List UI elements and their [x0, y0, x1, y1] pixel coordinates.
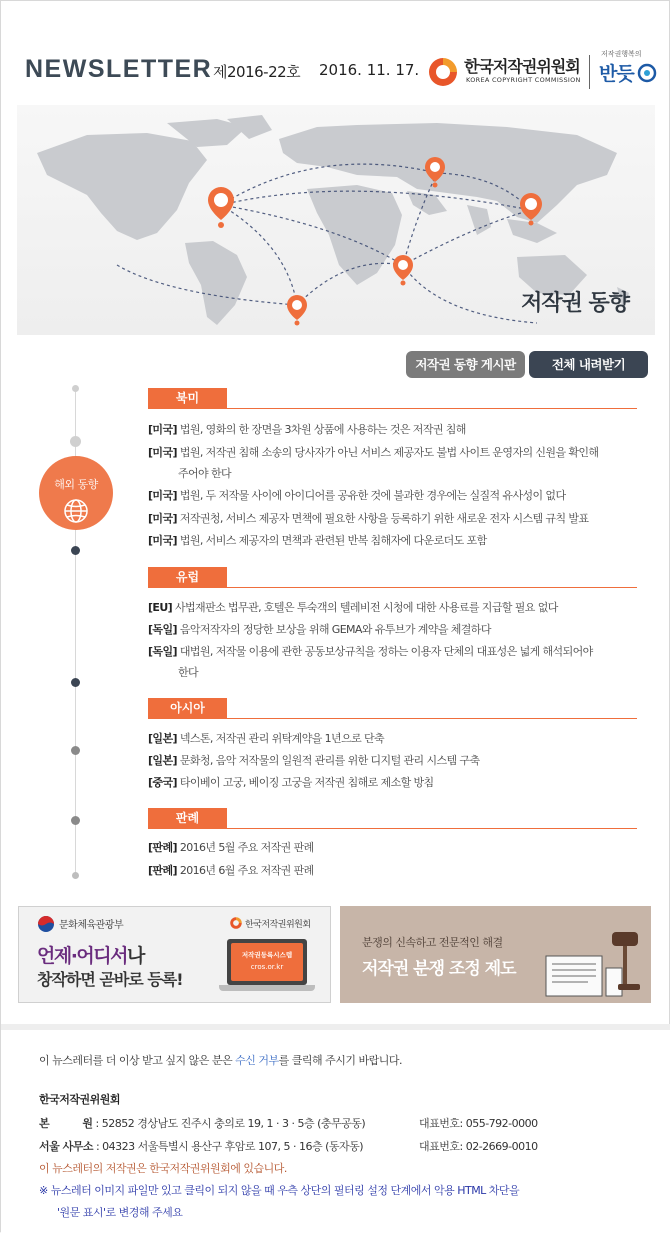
news-tag: [일본]: [148, 732, 177, 745]
ministry-name: 문화체육관광부: [59, 920, 124, 931]
timeline-dot: [72, 872, 79, 879]
timeline-dot: [71, 816, 80, 825]
display-notice: ※ 뉴스레터 이미지 파일만 있고 클릭이 되지 않을 때 우측 상단의 필터링 설정 단계에서 악용 HTML 차단을: [39, 1184, 520, 1197]
unsubscribe-text: 이 뉴스레터를 더 이상 받고 싶지 않은 분은: [39, 1054, 236, 1067]
news-item[interactable]: [148, 641, 593, 683]
timeline-dot: [72, 385, 79, 392]
news-text: 법원, 저작권 침해 소송의 당사자가 아닌 서비스 제공자도 불법 사이트 운영자의 신원을 확인해: [176, 446, 599, 459]
org-name: 한국저작권위원회: [464, 57, 580, 76]
seoul-address: [39, 1138, 363, 1154]
footer: [1, 1024, 670, 1233]
seoul-label: 서울 사무소: [39, 1140, 93, 1153]
banner-headline-2: 창작하면 곧바로 등록!: [37, 970, 183, 989]
section-europe-header: [148, 567, 637, 588]
news-tag: [미국]: [148, 534, 177, 547]
banner-org-name: 한국저작권위원회: [245, 920, 311, 930]
map-pin-icon: [208, 187, 234, 228]
banner-headline-1: [37, 941, 144, 968]
timeline-dot: [71, 746, 80, 755]
hq-phone: 대표번호: 055-792-0000: [419, 1117, 538, 1130]
hero-title: 저작권 동향: [521, 291, 629, 316]
timeline-dot: [71, 678, 80, 687]
unsubscribe-notice: [39, 1052, 402, 1068]
laptop-icon: [219, 939, 315, 993]
seoul-phone: 대표번호: 02-2669-0010: [419, 1140, 538, 1153]
news-item[interactable]: [148, 419, 466, 440]
news-text: 법원, 두 저작물 사이에 아이디어를 공유한 것에 불과한 경우에는 실질적 유사성이 없다: [176, 489, 566, 502]
campaign-small-text: 저작권행복의: [601, 50, 642, 58]
news-text: 대법원, 저작물 이용에 관한 공동보상규칙을 정하는 이용자 단체의 대표성은 넓게 해석되어야: [176, 645, 593, 658]
news-tag: [미국]: [148, 423, 177, 436]
news-tag: [일본]: [148, 754, 177, 767]
banner-title: 저작권 분쟁 조정 제도: [362, 959, 516, 979]
news-item[interactable]: [148, 442, 598, 484]
news-tag: [독일]: [148, 645, 177, 658]
government-emblem-icon: [37, 915, 55, 933]
campaign-big-text: 반듯: [599, 63, 634, 85]
news-tag: [EU]: [148, 601, 173, 614]
news-text-continued: 한다: [178, 666, 199, 679]
kcc-logo-icon: [229, 916, 243, 930]
news-tag: [판례]: [148, 841, 177, 854]
copyright-trends-board-button[interactable]: 저작권 동향 게시판: [406, 351, 525, 378]
news-item[interactable]: [148, 597, 558, 618]
news-item[interactable]: [148, 728, 384, 749]
section-rule: [227, 718, 637, 719]
news-text: 2016년 6월 주요 저작권 판례: [176, 864, 314, 877]
news-tag: [독일]: [148, 623, 177, 636]
news-text: 2016년 5월 주요 저작권 판례: [176, 841, 314, 854]
section-tab: 아시아: [148, 698, 227, 719]
news-text: 문화청, 음악 저작물의 일원적 관리를 위한 디지털 관리 시스템 구축: [176, 754, 480, 767]
section-tab: 북미: [148, 388, 227, 409]
news-tag: [미국]: [148, 446, 177, 459]
news-text: 저작권청, 서비스 제공자 면책에 필요한 사항을 등록하기 위한 새로운 전자 시스템 규칙 발표: [176, 512, 589, 525]
kcc-logo-icon: [426, 55, 460, 89]
news-text: 넥스톤, 저작권 관리 위탁계약을 1년으로 단축: [176, 732, 385, 745]
banner-subtitle: 분쟁의 신속하고 전문적인 해결: [362, 936, 503, 949]
copyright-notice: 이 뉴스레터의 저작권은 한국저작권위원회에 있습니다.: [39, 1162, 287, 1175]
section-tab: 유럽: [148, 567, 227, 588]
hq-addr: : 52852 경상남도 진주시 충의로 19, 1 · 3 · 5층 (충무공동): [92, 1117, 366, 1130]
section-asia-header: [148, 698, 637, 719]
overseas-label: 해외 동향: [54, 478, 98, 491]
section-tab: 판례: [148, 808, 227, 829]
timeline-dot: [71, 546, 80, 555]
headline-part: 언제·어디서: [37, 945, 127, 967]
kcc-logo[interactable]: [426, 53, 586, 93]
news-text: 음악저작자의 정당한 보상을 위해 GEMA와 유투브가 계약을 체결하다: [176, 623, 491, 636]
footer-org-name: 한국저작권위원회: [39, 1093, 121, 1106]
news-tag: [판례]: [148, 864, 177, 877]
news-tag: [미국]: [148, 512, 177, 525]
news-text: 법원, 영화의 한 장면을 3차원 상품에 사용하는 것은 저작권 침해: [176, 423, 466, 436]
issue-number: 제2016-22호: [213, 63, 301, 81]
laptop-screen-url: cros.or.kr: [250, 963, 284, 971]
unsubscribe-link[interactable]: 수신 거부: [235, 1054, 279, 1067]
headline-part: 나: [127, 945, 144, 967]
timeline-dot: [70, 436, 81, 447]
news-item[interactable]: [148, 619, 491, 640]
registration-banner[interactable]: [18, 906, 331, 1003]
section-rule: [227, 408, 637, 409]
dispute-mediation-banner[interactable]: [340, 906, 651, 1003]
gavel-icon: [540, 928, 644, 1000]
seoul-addr: : 04323 서울특별시 용산구 후암로 107, 5 · 16층 (동자동): [92, 1140, 364, 1153]
section-precedents-header: [148, 808, 637, 829]
globe-icon: [63, 498, 89, 524]
news-text: 사법재판소 법무관, 호텔은 투숙객의 텔레비전 시청에 대한 사용료를 지급할 필요 없다: [172, 601, 558, 614]
org-eng-name: KOREA COPYRIGHT COMMISSION: [466, 76, 581, 84]
hq-label: 본 원: [39, 1117, 93, 1130]
news-item[interactable]: [148, 508, 588, 529]
hero-banner: [17, 105, 655, 335]
newsletter-title: NEWSLETTER: [25, 55, 213, 83]
campaign-logo[interactable]: [597, 49, 659, 93]
map-pin-icon: [287, 295, 307, 326]
news-item[interactable]: [148, 750, 479, 771]
section-north-america-header: [148, 388, 637, 409]
section-rule: [227, 587, 637, 588]
news-item[interactable]: [148, 530, 487, 551]
map-pin-icon: [393, 255, 413, 286]
news-text-continued: 주어야 한다: [178, 467, 232, 480]
news-item[interactable]: [148, 772, 434, 793]
news-tag: [중국]: [148, 776, 177, 789]
news-tag: [미국]: [148, 489, 177, 502]
header-divider: [589, 55, 590, 89]
download-all-button[interactable]: 전체 내려받기: [529, 351, 648, 378]
news-item[interactable]: [148, 485, 566, 506]
display-notice-continued: '원문 표시'로 변경해 주세요: [57, 1206, 183, 1219]
news-text: 타이베이 고궁, 베이징 고궁을 저작권 침해로 제소할 방침: [176, 776, 434, 789]
news-item[interactable]: [148, 837, 314, 858]
unsubscribe-text: 를 클릭해 주시기 바랍니다.: [278, 1054, 403, 1067]
hq-address: [39, 1115, 365, 1131]
banddut-icon: [637, 63, 657, 83]
news-item[interactable]: [148, 860, 314, 881]
header: [1, 41, 670, 103]
issue-date: 2016. 11. 17.: [319, 61, 420, 79]
laptop-screen-title: 저작권등록시스템: [241, 951, 293, 959]
section-rule: [227, 828, 637, 829]
overseas-trends-badge: [39, 456, 113, 530]
news-text: 법원, 서비스 제공자의 면책과 관련된 반복 침해자에 다운로더도 포함: [176, 534, 487, 547]
